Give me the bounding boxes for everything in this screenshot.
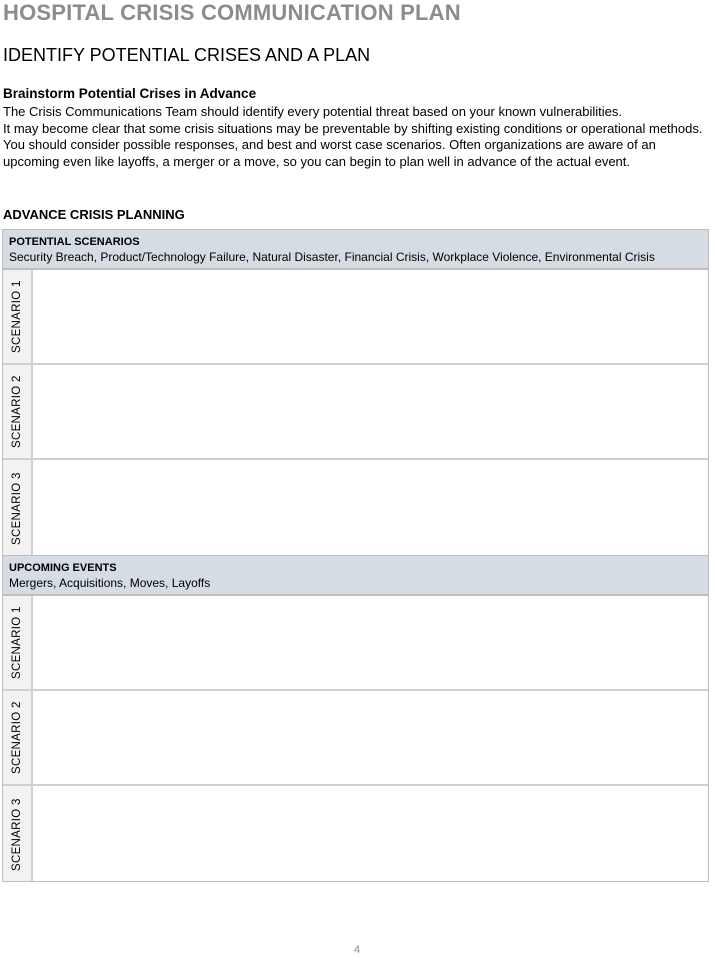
planning-heading: ADVANCE CRISIS PLANNING [3,207,185,222]
event-row [3,786,708,881]
scenario-label-text: SCENARIO 1 [11,280,23,353]
intro-paragraph-2: It may become clear that some crisis situations may be preventable by shifting existing conditions or operational methods. You should consider possible responses, and best and worst case scenarios. Often organizations are aware of an upcoming even like layoffs, a merger or a move, so you can begin to plan well in advance of the actual event. [3,120,703,169]
scenario-row-label [3,365,33,458]
event-entry-field[interactable] [33,596,708,689]
intro-paragraph-1: The Crisis Communications Team should identify every potential threat based on your known vulnerabilities. [3,104,623,119]
event-row-label [3,596,33,689]
scenario-entry-field[interactable] [33,270,708,363]
scenario-entry-field[interactable] [33,460,708,555]
event-entry-field[interactable] [33,691,708,784]
intro-text [3,104,714,170]
event-entry-field[interactable] [33,786,708,881]
scenario-label-text: SCENARIO 3 [11,472,23,545]
event-row [3,596,708,691]
event-label-text: SCENARIO 1 [11,606,23,679]
event-row-label [3,786,33,881]
sub-heading: Brainstorm Potential Crises in Advance [3,86,257,101]
upcoming-events-table [2,555,709,882]
potential-scenarios-table [2,229,709,555]
page-number: 4 [353,944,361,956]
scenario-row [3,270,708,365]
section-title: IDENTIFY POTENTIAL CRISES AND A PLAN [3,45,371,65]
scenario-entry-field[interactable] [33,365,708,458]
potential-scenarios-description: Security Breach, Product/Technology Failure, Natural Disaster, Financial Crisis, Workplace Violence, Environmental Crisis [9,250,655,264]
potential-scenarios-title: POTENTIAL SCENARIOS [9,236,140,248]
upcoming-events-title: UPCOMING EVENTS [9,562,117,574]
scenario-row-label [3,460,33,555]
scenario-label-text: SCENARIO 2 [11,375,23,448]
upcoming-events-header [3,556,708,596]
event-label-text: SCENARIO 3 [11,798,23,871]
scenario-row [3,460,708,555]
document-title: HOSPITAL CRISIS COMMUNICATION PLAN [3,0,461,25]
event-label-text: SCENARIO 2 [11,701,23,774]
upcoming-events-description: Mergers, Acquisitions, Moves, Layoffs [9,576,211,590]
potential-scenarios-header [3,230,708,270]
event-row [3,691,708,786]
event-row-label [3,691,33,784]
scenario-row [3,365,708,460]
scenario-row-label [3,270,33,363]
